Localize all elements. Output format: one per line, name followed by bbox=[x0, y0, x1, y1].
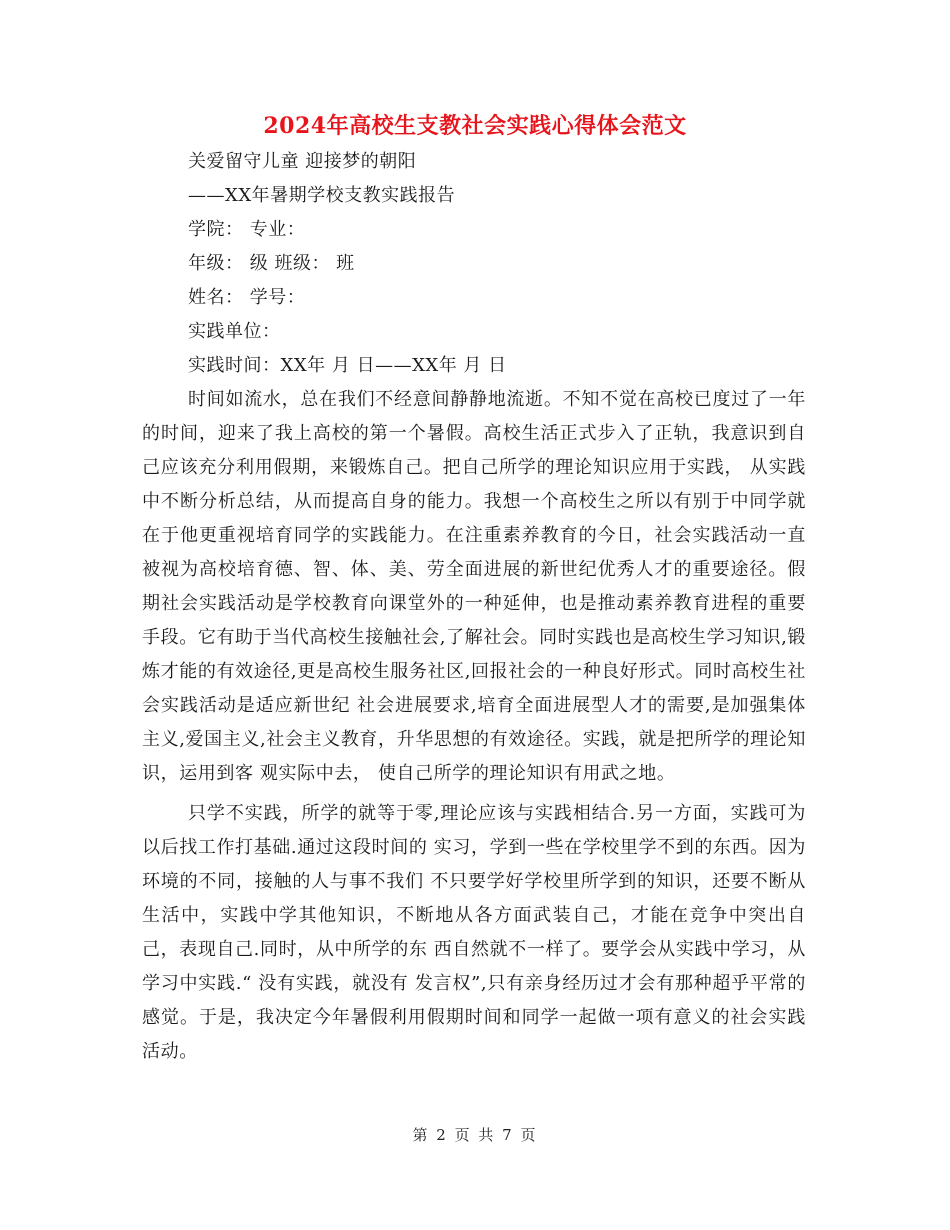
grade-class-line: 年级： 级 班级： 班 bbox=[188, 253, 355, 274]
report-subtitle-line: ——XX年暑期学校支教实践报告 bbox=[188, 185, 456, 206]
document-title: 2024年高校生支教社会实践心得体会范文 bbox=[263, 113, 687, 139]
document-body bbox=[142, 145, 806, 1069]
page-number-footer: 第 2 页 共 7 页 bbox=[412, 1126, 538, 1144]
subtitle-line: 关爱留守儿童 迎接梦的朝阳 bbox=[188, 151, 417, 172]
name-student-id-line: 姓名： 学号： bbox=[188, 287, 306, 308]
body-paragraph-2: 只学不实践，所学的就等于零,理论应该与实践相结合.另一方面，实践可为以后找工作打基础.通过这段时间的 实习，学到一些在学校里学不到的东西。因为环境的不同，接触的人与事不我们 不只要学好学校里所学到的知识，还要不断从生活中，实践中学其他知识，不断地从各方面武装自己，才能在竞争中突出自己，表现自己.同时，从中所学的东 西自然就不一样了。要学会从实践中学习，从学习中实践.“ 没有实践，就没有 发言权”,只有亲身经历过才会有那种超乎平常的感觉。于是，我决定今年暑假利用假期时间和同学一起做一项有意义的社会实践活动。 bbox=[142, 803, 806, 1062]
college-major-line: 学院： 专业： bbox=[188, 219, 306, 240]
body-paragraph-1: 时间如流水，总在我们不经意间静静地流逝。不知不觉在高校已度过了一年的时间，迎来了我上高校的第一个暑假。高校生活正式步入了正轨，我意识到自己应该充分利用假期，来锻炼自己。把自己所学的理论知识应用于实践， 从实践中不断分析总结，从而提高自身的能力。我想一个高校生之所以有别于中同学就在于他更重视培育同学的实践能力。在注重素养教育的今日，社会实践活动一直被视为高校培育德、智、体、美、劳全面进展的新世纪优秀人才的重要途径。假期社会实践活动是学校教育向课堂外的一种延伸，也是推动素养教育进程的重要手段。它有助于当代高校生接触社会,了解社会。同时实践也是高校生学习知识,锻炼才能的有效途径,更是高校生服务社区,回报社会的一种良好形式。同时高校生社会实践活动是适应新世纪 社会进展要求,培育全面进展型人才的需要,是加强集体主义,爱国主义,社会主义教育，升华思想的有效途径。实践，就是把所学的理论知识，运用到客 观实际中去， 使自己所学的理论知识有用武之地。 bbox=[142, 389, 806, 784]
practice-unit-line: 实践单位： bbox=[188, 321, 281, 342]
practice-time-line: 实践时间：XX年 月 日——XX年 月 日 bbox=[188, 355, 507, 376]
